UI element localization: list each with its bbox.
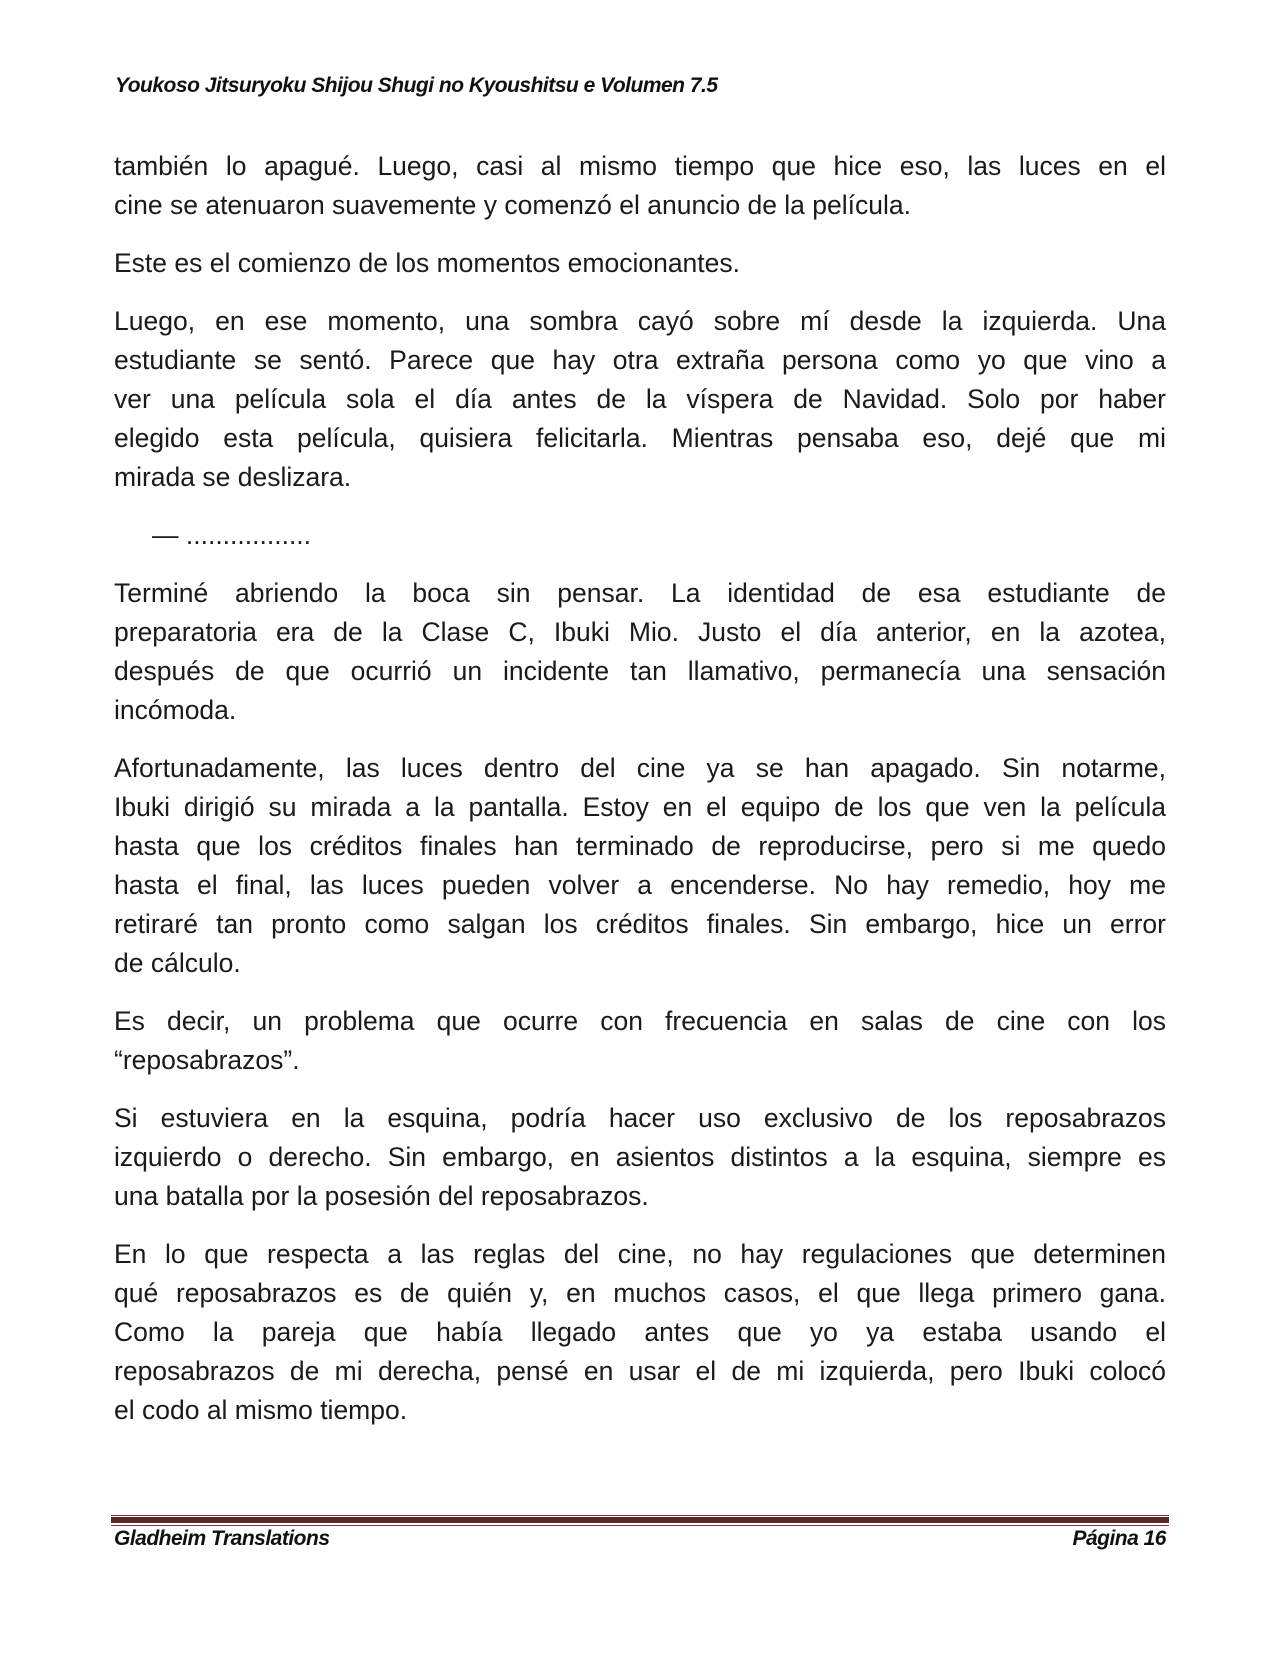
paragraph (114, 516, 1166, 555)
text-line: hasta el final, las luces pueden volver a encenderse. No hay remedio, hoy me (114, 870, 1166, 900)
text-line: mirada se deslizara. (114, 462, 352, 492)
text-line: Luego, en ese momento, una sombra cayó sobre mí desde la izquierda. Una (114, 306, 1166, 336)
page-body (114, 147, 1166, 1449)
text-line: incómoda. (114, 695, 237, 725)
footer-rule-thin-bottom (111, 1525, 1169, 1526)
text-line: En lo que respecta a las reglas del cine, no hay regulaciones que determinen (114, 1239, 1166, 1269)
paragraph (114, 147, 1166, 225)
text-line: el codo al mismo tiempo. (114, 1395, 408, 1425)
text-line: Como la pareja que había llegado antes que yo ya estaba usando el (114, 1317, 1166, 1347)
text-line: estudiante se sentó. Parece que hay otra extraña persona como yo que vino a (114, 345, 1166, 375)
text-line: Terminé abriendo la boca sin pensar. La identidad de esa estudiante de (114, 578, 1166, 608)
text-line: elegido esta película, quisiera felicitarla. Mientras pensaba eso, dejé que mi (114, 423, 1166, 453)
text-line: “reposabrazos”. (114, 1045, 300, 1075)
text-line: qué reposabrazos es de quién y, en muchos casos, el que llega primero gana. (114, 1278, 1166, 1308)
footer-rule (111, 1517, 1169, 1523)
text-line: después de que ocurrió un incidente tan llamativo, permanecía una sensación (114, 656, 1166, 686)
text-line: Es decir, un problema que ocurre con frecuencia en salas de cine con los (114, 1006, 1166, 1036)
text-line: Si estuviera en la esquina, podría hacer uso exclusivo de los reposabrazos (114, 1103, 1166, 1133)
paragraph (114, 1235, 1166, 1430)
paragraph (114, 1099, 1166, 1216)
text-line: retiraré tan pronto como salgan los créditos finales. Sin embargo, hice un error (114, 909, 1166, 939)
text-line: Ibuki dirigió su mirada a la pantalla. Estoy en el equipo de los que ven la película (114, 792, 1166, 822)
paragraph (114, 244, 1166, 283)
text-line: preparatoria era de la Clase C, Ibuki Mio. Justo el día anterior, en la azotea, (114, 617, 1166, 647)
text-line: Afortunadamente, las luces dentro del cine ya se han apagado. Sin notarme, (114, 753, 1166, 783)
footer-page-number: Página 16 (1072, 1527, 1166, 1550)
text-line: hasta que los créditos finales han terminado de reproducirse, pero si me quedo (114, 831, 1166, 861)
paragraph (114, 302, 1166, 497)
paragraph (114, 1002, 1166, 1080)
text-line: izquierdo o derecho. Sin embargo, en asientos distintos a la esquina, siempre es (114, 1142, 1166, 1172)
paragraph (114, 749, 1166, 983)
text-line: ver una película sola el día antes de la víspera de Navidad. Solo por haber (114, 384, 1166, 414)
running-header: Youkoso Jitsuryoku Shijou Shugi no Kyoushitsu e Volumen 7.5 (115, 74, 718, 97)
text-line: también lo apagué. Luego, casi al mismo tiempo que hice eso, las luces en el (114, 151, 1166, 181)
text-line: reposabrazos de mi derecha, pensé en usar el de mi izquierda, pero Ibuki colocó (114, 1356, 1166, 1386)
text-line: Este es el comienzo de los momentos emocionantes. (114, 248, 741, 278)
text-line: de cálculo. (114, 948, 241, 978)
footer-publisher: Gladheim Translations (114, 1527, 330, 1550)
footer-rule-thin-top (111, 1515, 1169, 1516)
text-line: una batalla por la posesión del reposabrazos. (114, 1181, 649, 1211)
text-line: cine se atenuaron suavemente y comenzó el anuncio de la película. (114, 190, 911, 220)
paragraph (114, 574, 1166, 730)
text-line: — ................. (152, 520, 312, 550)
